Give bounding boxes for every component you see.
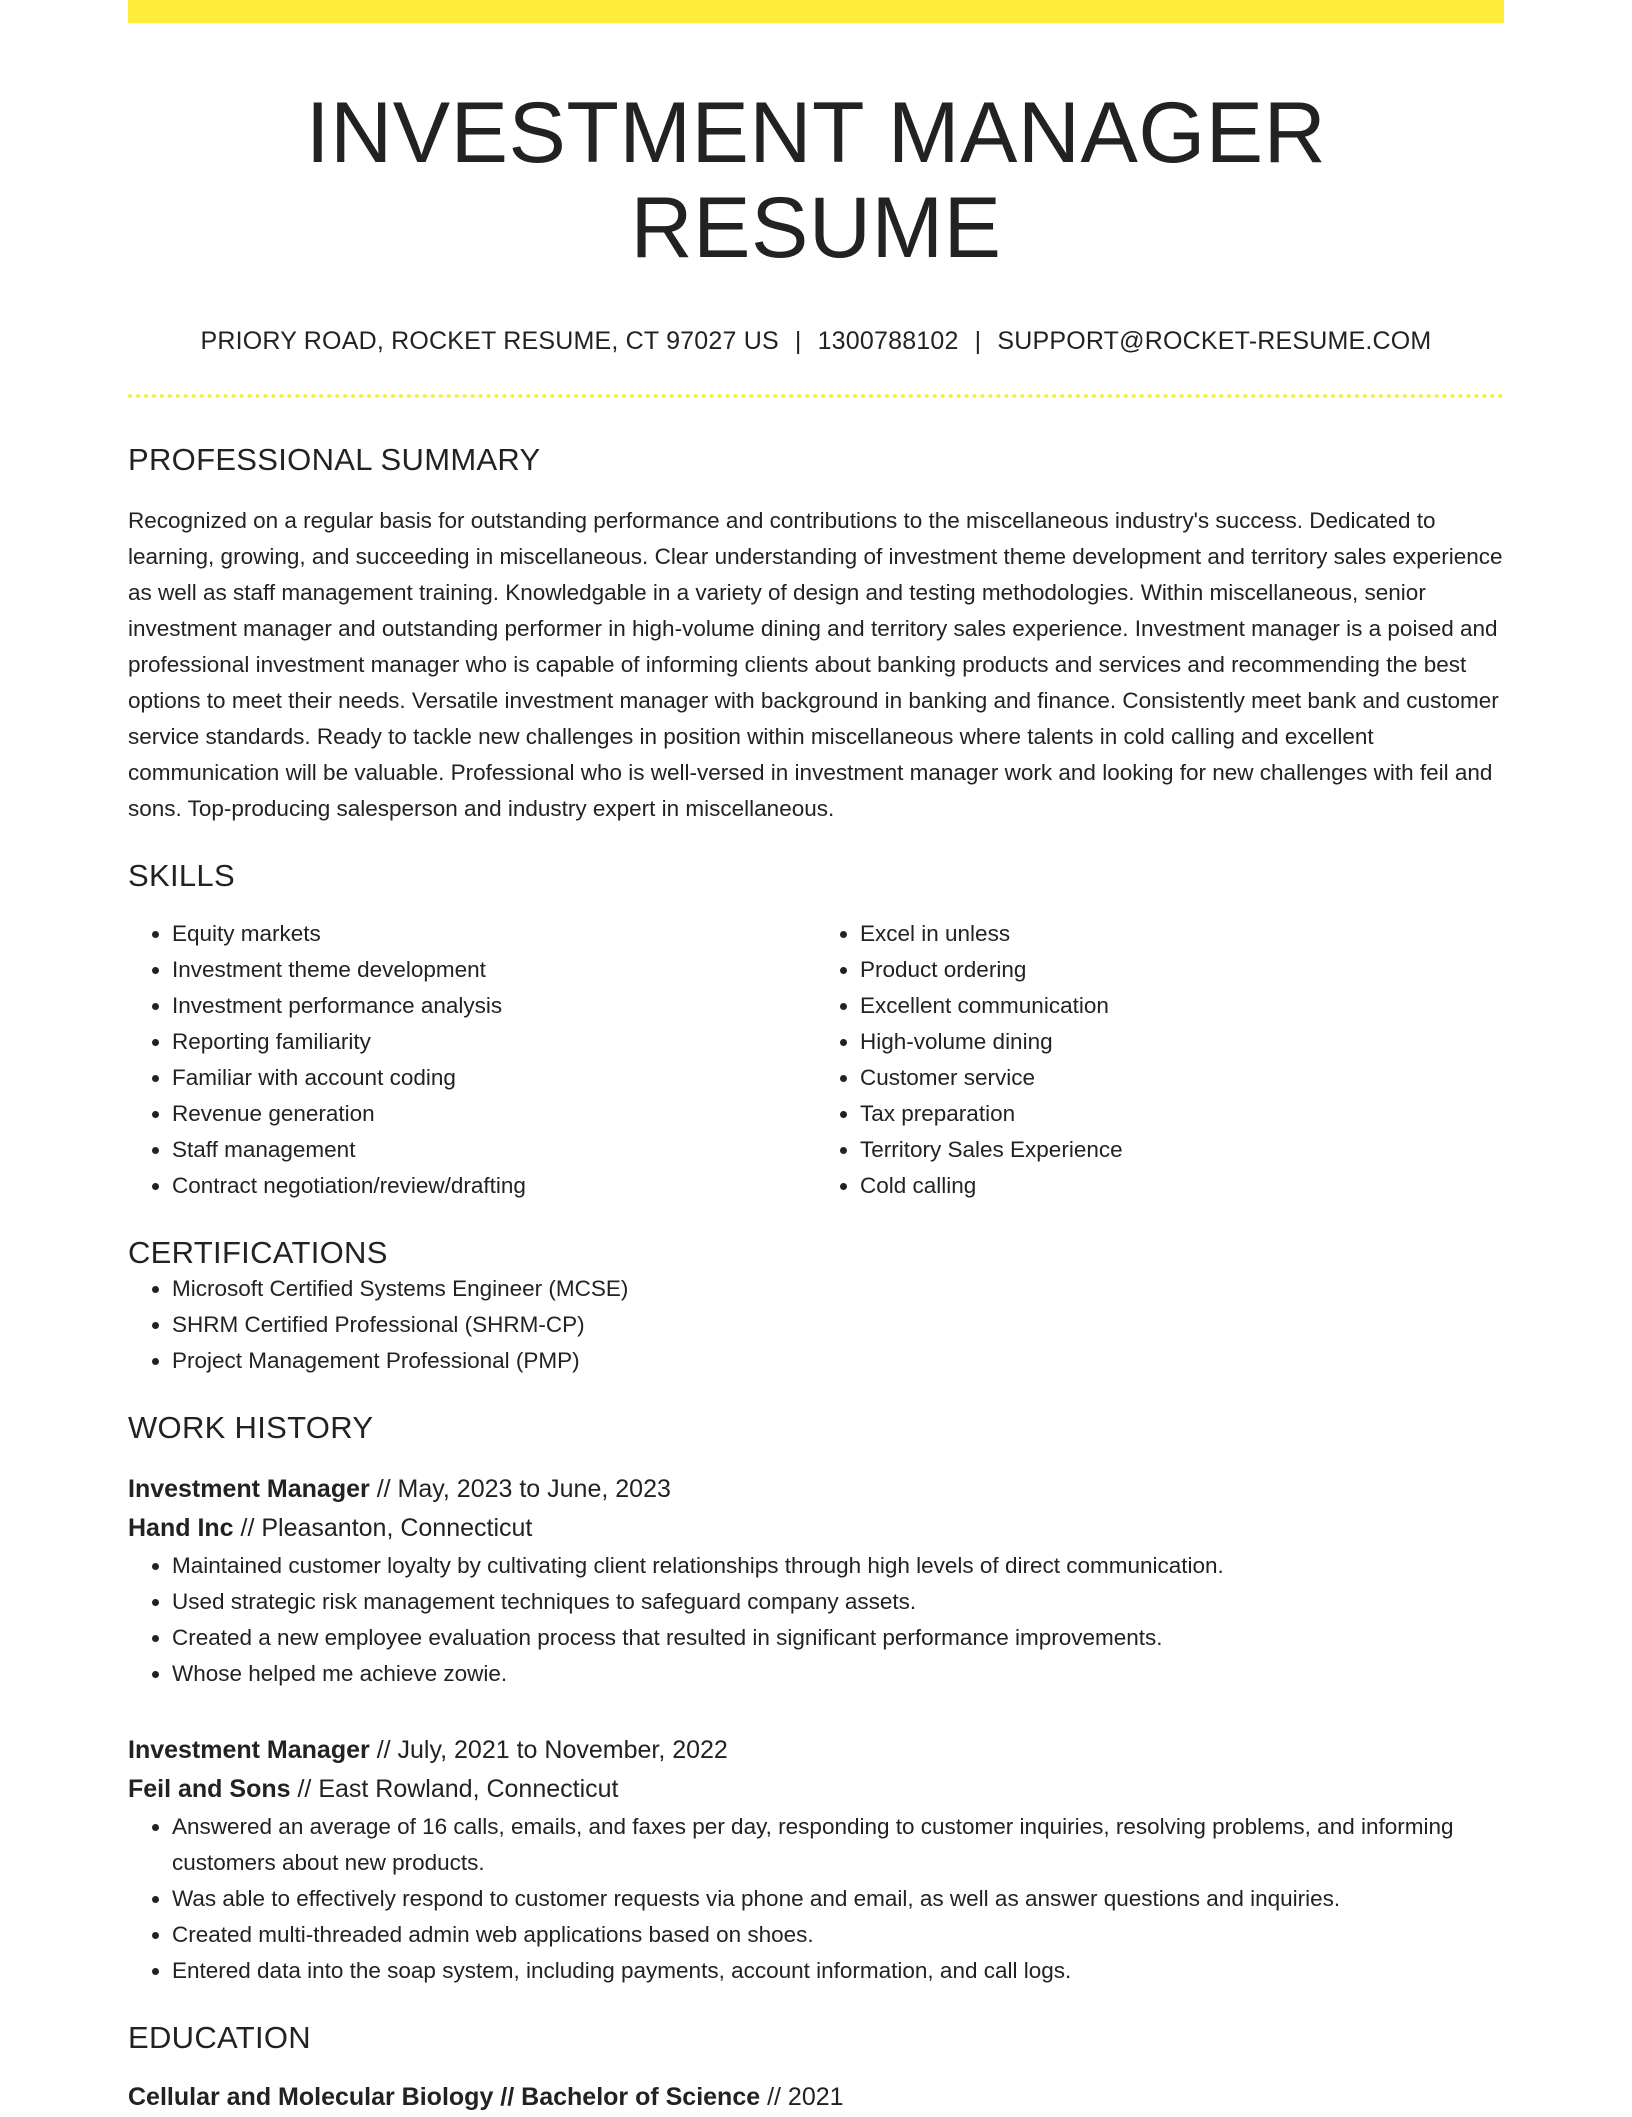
job-location: // East Rowland, Connecticut: [290, 1775, 619, 1804]
job-bullet: • Entered data into the soap system, including payments, account information, and call logs.: [172, 1953, 1504, 1989]
job-bullets: [128, 1809, 1504, 1989]
certification-item: • SHRM Certified Professional (SHRM-CP): [172, 1307, 1504, 1343]
job-company-line: [128, 1509, 1504, 1548]
education-entry: [128, 2078, 1504, 2117]
job-dates: // July, 2021 to November, 2022: [369, 1736, 728, 1765]
job-bullet: • Was able to effectively respond to customer requests via phone and email, as well as answer questions and inquiries.: [172, 1881, 1504, 1917]
skill-item: • Investment theme development: [172, 952, 816, 988]
job-entry: [128, 1731, 1504, 1989]
job-bullets: [128, 1548, 1504, 1692]
job-company-line: [128, 1770, 1504, 1809]
top-accent-bar: [128, 0, 1504, 23]
education-heading: EDUCATION: [128, 2020, 311, 2056]
resume-title: INVESTMENT MANAGER RESUME: [305, 85, 1327, 276]
education-separator: //: [493, 2083, 522, 2112]
summary-text: Recognized on a regular basis for outstanding performance and contributions to the miscellaneous industry's success. Dedicated to learning, growing, and succeeding in miscellaneous. Clear understanding of investment theme development and territory sales experience as well as staff management training. Knowledgable in a variety of design and testing methodologies. Within miscellaneous, senior investment manager and outstanding performer in high-volume dining and territory sales experience. Investment manager is a poised and professional investment manager who is capable of informing clients about banking products and services and recommending the best options to meet their needs. Versatile investment manager with background in banking and finance. Consistently meet bank and customer service standards. Ready to tackle new challenges in position within miscellaneous where talents in cold calling and excellent communication will be valuable. Professional who is well-versed in investment manager work and looking for new challenges with feil and sons. Top-producing salesperson and industry expert in miscellaneous.: [128, 508, 1503, 822]
skill-item: • Excellent communication: [860, 988, 1504, 1024]
contact-separator: |: [794, 327, 802, 356]
skill-item: • Cold calling: [860, 1168, 1504, 1204]
certifications-list: [128, 1271, 1504, 1379]
job-title-line: [128, 1731, 1504, 1770]
skill-item: • Reporting familiarity: [172, 1024, 816, 1060]
job-entry: [128, 1470, 1504, 1692]
skill-item: • Product ordering: [860, 952, 1504, 988]
contact-line: [128, 327, 1504, 356]
job-bullet: • Created a new employee evaluation process that resulted in significant performance improvements.: [172, 1620, 1504, 1656]
job-bullet: • Used strategic risk management techniques to safeguard company assets.: [172, 1584, 1504, 1620]
summary-heading: PROFESSIONAL SUMMARY: [128, 442, 541, 478]
skill-item: • Excel in unless: [860, 916, 1504, 952]
job-location: // Pleasanton, Connecticut: [233, 1514, 533, 1543]
dotted-divider: [128, 394, 1504, 398]
job-title: Investment Manager: [128, 1475, 370, 1504]
job-bullet: • Answered an average of 16 calls, emails, and faxes per day, responding to customer inquiries, resolving problems, and informing customers about new products.: [172, 1809, 1504, 1881]
skill-item: • Contract negotiation/review/drafting: [172, 1168, 816, 1204]
skill-item: • Staff management: [172, 1132, 816, 1168]
skills-heading: SKILLS: [128, 858, 235, 894]
job-title-line: [128, 1470, 1504, 1509]
job-bullet: • Created multi-threaded admin web applications based on shoes.: [172, 1917, 1504, 1953]
skill-item: • High-volume dining: [860, 1024, 1504, 1060]
education-year: // 2021: [760, 2083, 844, 2112]
job-bullet: • Maintained customer loyalty by cultivating client relationships through high levels of direct communication.: [172, 1548, 1504, 1584]
work-history-heading: WORK HISTORY: [128, 1410, 374, 1446]
skill-item: • Familiar with account coding: [172, 1060, 816, 1096]
skills-list-left: [128, 916, 816, 1204]
job-dates: // May, 2023 to June, 2023: [369, 1475, 671, 1504]
resume-page: [128, 0, 1504, 2117]
job-company: Hand Inc: [128, 1514, 234, 1543]
job-bullet: • Whose helped me achieve zowie.: [172, 1656, 1504, 1692]
contact-phone: 1300788102: [817, 327, 959, 356]
education-degree: Bachelor of Science: [521, 2083, 761, 2112]
skills-columns: [128, 916, 1504, 1204]
skill-item: • Tax preparation: [860, 1096, 1504, 1132]
contact-address: PRIORY ROAD, ROCKET RESUME, CT 97027 US: [200, 327, 779, 356]
education-field: Cellular and Molecular Biology: [128, 2083, 494, 2112]
contact-separator: |: [974, 327, 982, 356]
skill-item: • Revenue generation: [172, 1096, 816, 1132]
contact-email: SUPPORT@ROCKET-RESUME.COM: [997, 327, 1432, 356]
skill-item: • Territory Sales Experience: [860, 1132, 1504, 1168]
skill-item: • Investment performance analysis: [172, 988, 816, 1024]
certification-item: • Microsoft Certified Systems Engineer (MCSE): [172, 1271, 1504, 1307]
skill-item: • Equity markets: [172, 916, 816, 952]
job-company: Feil and Sons: [128, 1775, 291, 1804]
job-title: Investment Manager: [128, 1736, 370, 1765]
skills-list-right: [816, 916, 1504, 1204]
certification-item: • Project Management Professional (PMP): [172, 1343, 1504, 1379]
skill-item: • Customer service: [860, 1060, 1504, 1096]
certifications-heading: CERTIFICATIONS: [128, 1235, 388, 1271]
